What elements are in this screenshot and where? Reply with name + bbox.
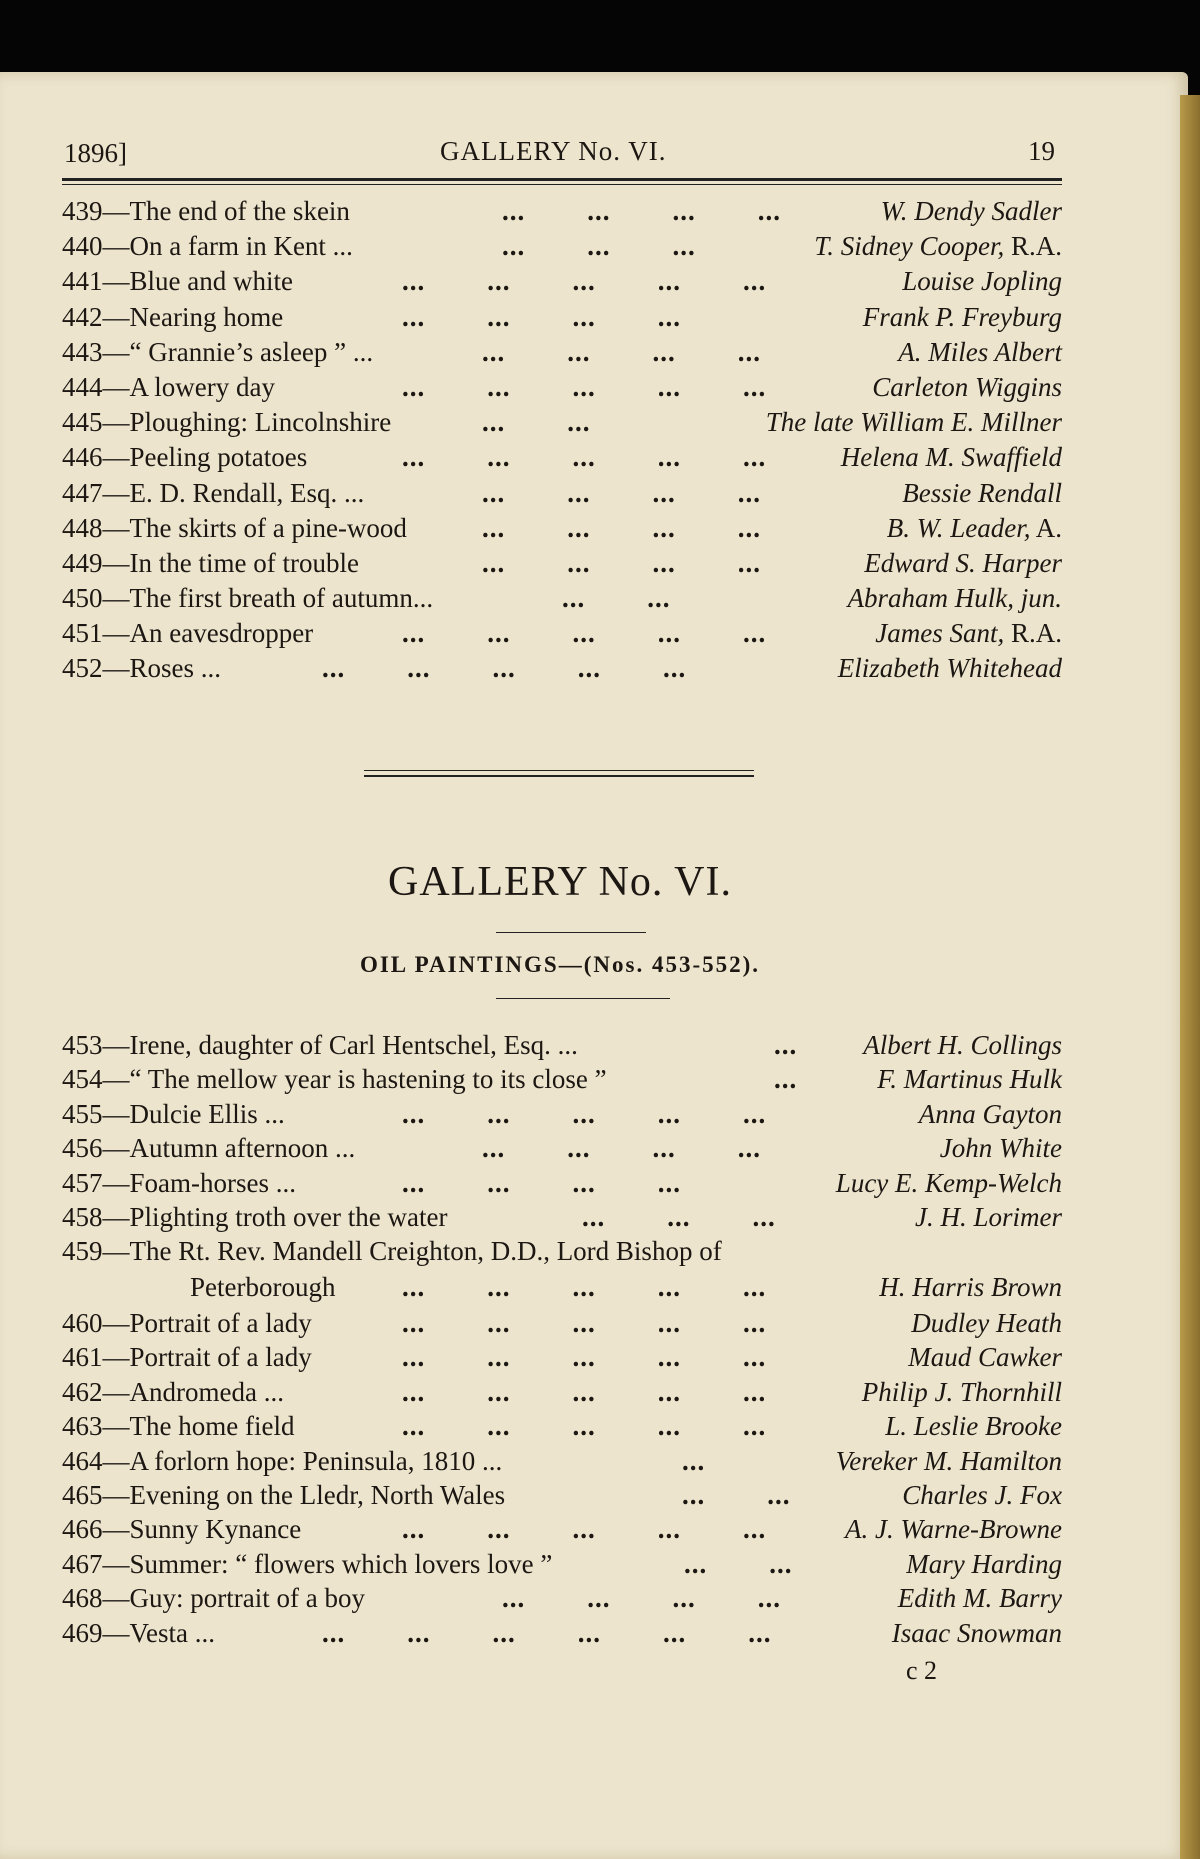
gallery-subtitle: OIL PAINTINGS—(Nos. 453-552). bbox=[359, 952, 761, 977]
catalogue-entry: 451—An eavesdropper ... ... ... ... ... James Sant, R.A. bbox=[62, 618, 1062, 649]
catalogue-entry: 449—In the time of trouble ... ... ... ... Edward S. Harper bbox=[62, 547, 1062, 578]
catalogue-entry: 468—Guy: portrait of a boy ... ... ... ... Edith M. Barry bbox=[62, 1583, 1062, 1614]
catalogue-entry: 461—Portrait of a lady ... ... ... ... ... Maud Cawker bbox=[62, 1342, 1062, 1373]
catalogue-entry: 452—Roses ... ... ... ... ... ... Elizabeth Whitehead bbox=[62, 653, 1062, 684]
header-rule-thick bbox=[62, 178, 1062, 181]
catalogue-entry: 456—Autumn afternoon ... ... ... ... ... John White bbox=[62, 1133, 1062, 1164]
catalogue-entry: 453—Irene, daughter of Carl Hentschel, Esq. ... ... Albert H. Collings bbox=[62, 1030, 1062, 1060]
catalogue-list-bottom-b bbox=[62, 1308, 1062, 1652]
catalogue-entry: 466—Sunny Kynance ... ... ... ... ... A. J. Warne-Browne bbox=[62, 1514, 1062, 1545]
catalogue-entry: 465—Evening on the Lledr, North Wales ... ... Charles J. Fox bbox=[62, 1479, 1062, 1510]
catalogue-entry: 462—Andromeda ... ... ... ... ... ... Philip J. Thornhill bbox=[62, 1376, 1062, 1407]
catalogue-entry: 446—Peeling potatoes ... ... ... ... ... Helena M. Swaffield bbox=[62, 442, 1062, 473]
catalogue-entry: 469—Vesta ... ... ... ... ... ... ... Isaac Snowman bbox=[62, 1617, 1062, 1648]
catalogue-entry: 443—“ Grannie’s asleep ” ... ... ... ... ... A. Miles Albert bbox=[62, 336, 1062, 367]
signature-mark: c 2 bbox=[906, 1656, 938, 1685]
catalogue-entry: 440—On a farm in Kent ... ... ... ... T. Sidney Cooper, R.A. bbox=[62, 231, 1062, 262]
catalogue-entry: 454—“ The mellow year is hastening to its close ” ... F. Martinus Hulk bbox=[62, 1064, 1062, 1095]
catalogue-entry: 439—The end of the skein ... ... ... ... W. Dendy Sadler bbox=[62, 196, 1062, 226]
catalogue-entry: 460—Portrait of a lady ... ... ... ... ... Dudley Heath bbox=[62, 1308, 1062, 1338]
catalogue-entry: 467—Summer: “ flowers which lovers love ” ... ... Mary Harding bbox=[62, 1548, 1062, 1579]
catalogue-entry: 463—The home field ... ... ... ... ... L. Leslie Brooke bbox=[62, 1411, 1062, 1442]
catalogue-entry: 458—Plighting troth over the water ... ... ... J. H. Lorimer bbox=[62, 1201, 1062, 1232]
section-divider-top bbox=[364, 770, 754, 771]
gallery-title: GALLERY No. VI. bbox=[388, 859, 732, 905]
catalogue-entry: 450—The first breath of autumn... ... ... Abraham Hulk, jun. bbox=[62, 583, 1062, 614]
catalogue-list-top bbox=[62, 196, 1062, 689]
catalogue-entry: 455—Dulcie Ellis ... ... ... ... ... ... Anna Gayton bbox=[62, 1098, 1062, 1129]
catalogue-entry: 445—Ploughing: Lincolnshire ... ... The late William E. Millner bbox=[62, 407, 1062, 438]
catalogue-entry: 457—Foam-horses ... ... ... ... ... Lucy E. Kemp-Welch bbox=[62, 1167, 1062, 1198]
catalogue-entry: 442—Nearing home ... ... ... ... Frank P. Freyburg bbox=[62, 301, 1062, 332]
catalogue-entry: 448—The skirts of a pine-wood ... ... ... ... B. W. Leader, A. bbox=[62, 512, 1062, 543]
running-header bbox=[60, 132, 1060, 172]
catalogue-entry: 441—Blue and white ... ... ... ... ... Louise Jopling bbox=[62, 266, 1062, 297]
subtitle-rule bbox=[496, 998, 670, 999]
header-title: GALLERY No. VI. bbox=[440, 136, 667, 166]
catalogue-list-bottom-a bbox=[62, 1030, 1062, 1236]
entry-line: Peterborough ... ... ... ... ... H. Harris Brown bbox=[190, 1272, 1062, 1302]
catalogue-entry: 464—A forlorn hope: Peninsula, 1810 ... ... Vereker M. Hamilton bbox=[62, 1445, 1062, 1476]
catalogue-entry: 444—A lowery day ... ... ... ... ... Carleton Wiggins bbox=[62, 371, 1062, 402]
catalogue-entry-459 bbox=[62, 1236, 1062, 1308]
entry-line: 459—The Rt. Rev. Mandell Creighton, D.D., Lord Bishop of bbox=[62, 1236, 722, 1266]
header-rule-thin bbox=[62, 184, 1062, 185]
header-year: 1896] bbox=[64, 138, 127, 168]
title-rule bbox=[496, 932, 646, 933]
page-number: 19 bbox=[1028, 136, 1055, 166]
section-divider-bottom bbox=[364, 775, 754, 777]
catalogue-entry: 447—E. D. Rendall, Esq. ... ... ... ... ... Bessie Rendall bbox=[62, 477, 1062, 508]
page-edge bbox=[1180, 95, 1200, 1859]
